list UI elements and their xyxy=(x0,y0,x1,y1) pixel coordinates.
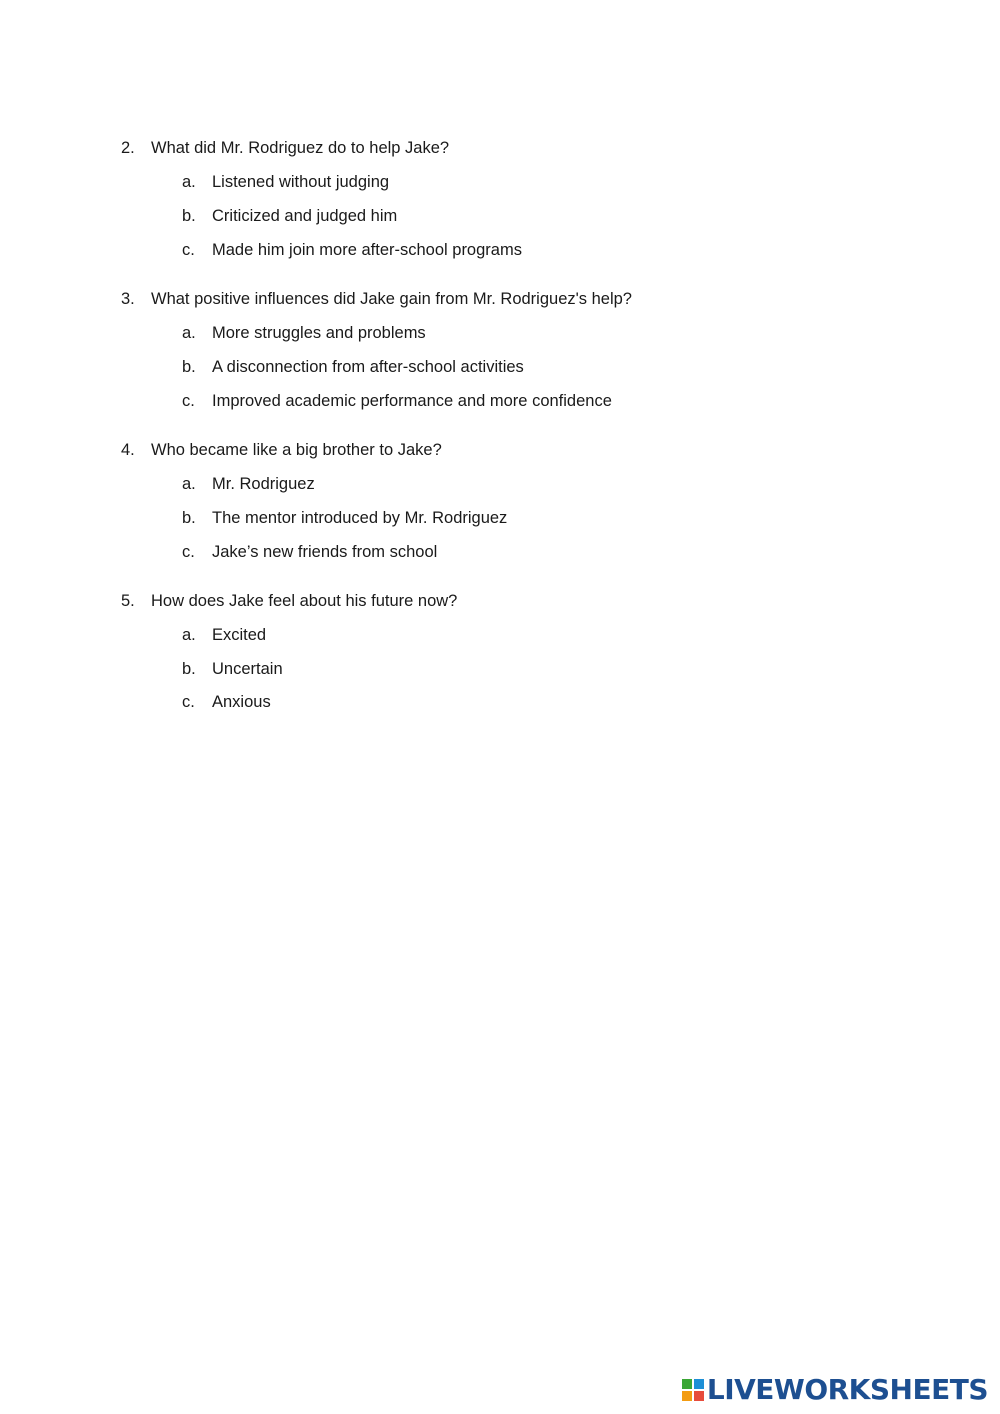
option-letter: c. xyxy=(182,241,195,259)
option-text: Mr. Rodriguez xyxy=(212,475,315,493)
question-number: 4. xyxy=(121,441,135,459)
option-text: Jake’s new friends from school xyxy=(212,543,438,561)
option-text: Made him join more after-school programs xyxy=(212,241,522,259)
option-letter: b. xyxy=(182,358,196,376)
option-letter: c. xyxy=(182,693,195,711)
option-letter: b. xyxy=(182,660,196,678)
option-text: Listened without judging xyxy=(212,173,390,191)
option-text: Anxious xyxy=(212,693,271,711)
option-text: More struggles and problems xyxy=(212,324,426,342)
option-text: Improved academic performance and more confidence xyxy=(212,392,612,410)
option-text: The mentor introduced by Mr. Rodriguez xyxy=(212,509,508,527)
option-text: A disconnection from after-school activities xyxy=(212,358,524,376)
option-text: Criticized and judged him xyxy=(212,207,398,225)
question-text: How does Jake feel about his future now? xyxy=(151,592,458,610)
liveworksheets-brand[interactable] xyxy=(682,1374,988,1406)
option-letter: a. xyxy=(182,475,196,493)
option-text: Excited xyxy=(212,626,267,644)
liveworksheets-logo-icon xyxy=(682,1379,704,1401)
option-text: Uncertain xyxy=(212,660,283,678)
option-letter: c. xyxy=(182,392,195,410)
question-text: What did Mr. Rodriguez do to help Jake? xyxy=(151,139,450,157)
option-letter: a. xyxy=(182,626,196,644)
question-number: 5. xyxy=(121,592,135,610)
question-text: What positive influences did Jake gain from Mr. Rodriguez's help? xyxy=(151,290,632,308)
question-text: Who became like a big brother to Jake? xyxy=(151,441,442,459)
option-letter: c. xyxy=(182,543,195,561)
option-letter: b. xyxy=(182,207,196,225)
option-letter: b. xyxy=(182,509,196,527)
option-letter: a. xyxy=(182,324,196,342)
question-number: 3. xyxy=(121,290,135,308)
brand-wordmark: LIVEWORKSHEETS xyxy=(706,1373,988,1406)
option-letter: a. xyxy=(182,173,196,191)
question-number: 2. xyxy=(121,139,135,157)
